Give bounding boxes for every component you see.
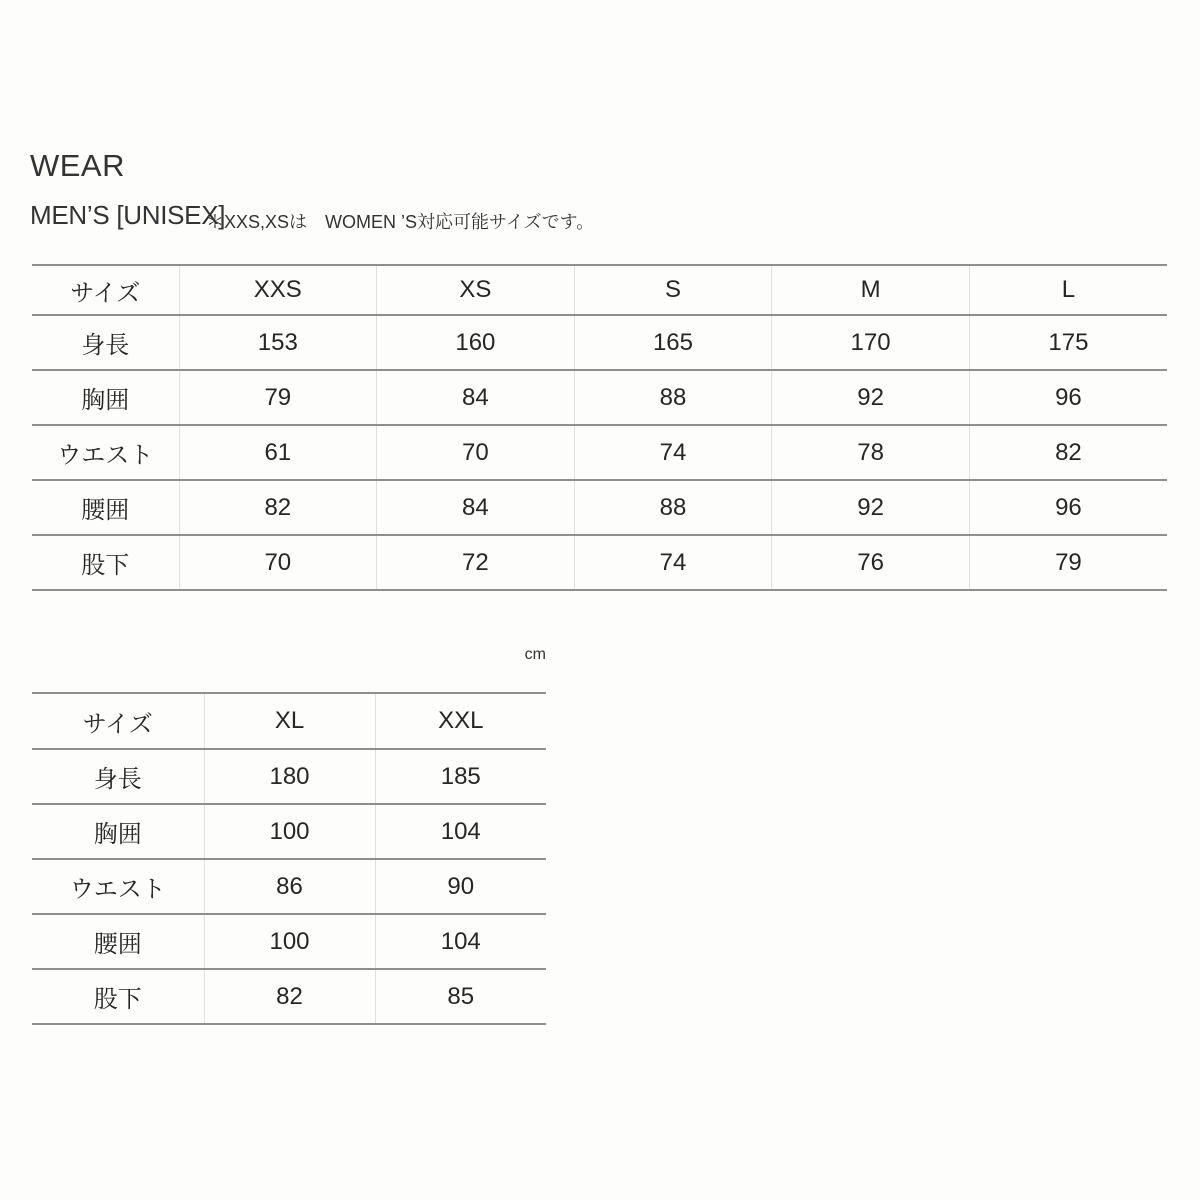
row-height	[32, 749, 546, 804]
measurement-cell: 82	[179, 480, 377, 535]
header-l: L	[969, 265, 1167, 315]
measurement-cell: 153	[179, 315, 377, 370]
page-title: WEAR	[30, 148, 125, 183]
header-size-label: サイズ	[32, 693, 204, 749]
extended-size-table	[32, 692, 546, 1025]
size-compatibility-note: ＊XXS,XSは WOMEN ’S対応可能サイズです。	[206, 212, 595, 232]
header-size-label: サイズ	[32, 265, 179, 315]
header-xl: XL	[204, 693, 375, 749]
row-inseam	[32, 535, 1167, 590]
unit-label: cm	[524, 646, 546, 663]
measurement-cell: 88	[574, 370, 772, 425]
category-heading: MEN’S [UNISEX]	[30, 200, 226, 230]
measurement-cell: 61	[179, 425, 377, 480]
row-label: 股下	[32, 969, 204, 1024]
header-row	[32, 693, 546, 749]
measurement-cell: 90	[375, 859, 546, 914]
row-inseam	[32, 969, 546, 1024]
mens-size-table	[32, 264, 1167, 591]
measurement-cell: 74	[574, 425, 772, 480]
header-xxl: XXL	[375, 693, 546, 749]
measurement-cell: 96	[969, 370, 1167, 425]
measurement-cell: 92	[772, 370, 970, 425]
row-label: 身長	[32, 315, 179, 370]
row-label: 胸囲	[32, 804, 204, 859]
header-xxs: XXS	[179, 265, 377, 315]
measurement-cell: 180	[204, 749, 375, 804]
measurement-cell: 82	[969, 425, 1167, 480]
measurement-cell: 74	[574, 535, 772, 590]
row-chest	[32, 804, 546, 859]
measurement-cell: 82	[204, 969, 375, 1024]
measurement-cell: 70	[179, 535, 377, 590]
measurement-cell: 185	[375, 749, 546, 804]
row-hip	[32, 914, 546, 969]
row-label: 胸囲	[32, 370, 179, 425]
measurement-cell: 104	[375, 914, 546, 969]
row-chest	[32, 370, 1167, 425]
row-label: ウエスト	[32, 859, 204, 914]
measurement-cell: 72	[377, 535, 575, 590]
row-height	[32, 315, 1167, 370]
measurement-cell: 100	[204, 804, 375, 859]
row-label: 腰囲	[32, 480, 179, 535]
measurement-cell: 79	[969, 535, 1167, 590]
measurement-cell: 165	[574, 315, 772, 370]
measurement-cell: 92	[772, 480, 970, 535]
measurement-cell: 79	[179, 370, 377, 425]
header-s: S	[574, 265, 772, 315]
row-label: 腰囲	[32, 914, 204, 969]
measurement-cell: 84	[377, 370, 575, 425]
measurement-cell: 78	[772, 425, 970, 480]
measurement-cell: 76	[772, 535, 970, 590]
measurement-cell: 160	[377, 315, 575, 370]
row-waist	[32, 425, 1167, 480]
header-m: M	[772, 265, 970, 315]
measurement-cell: 85	[375, 969, 546, 1024]
measurement-cell: 96	[969, 480, 1167, 535]
row-label: 身長	[32, 749, 204, 804]
header-row	[32, 265, 1167, 315]
measurement-cell: 100	[204, 914, 375, 969]
header-xs: XS	[377, 265, 575, 315]
measurement-cell: 86	[204, 859, 375, 914]
measurement-cell: 175	[969, 315, 1167, 370]
measurement-cell: 84	[377, 480, 575, 535]
measurement-cell: 88	[574, 480, 772, 535]
row-waist	[32, 859, 546, 914]
measurement-cell: 70	[377, 425, 575, 480]
measurement-cell: 170	[772, 315, 970, 370]
measurement-cell: 104	[375, 804, 546, 859]
row-hip	[32, 480, 1167, 535]
row-label: 股下	[32, 535, 179, 590]
row-label: ウエスト	[32, 425, 179, 480]
